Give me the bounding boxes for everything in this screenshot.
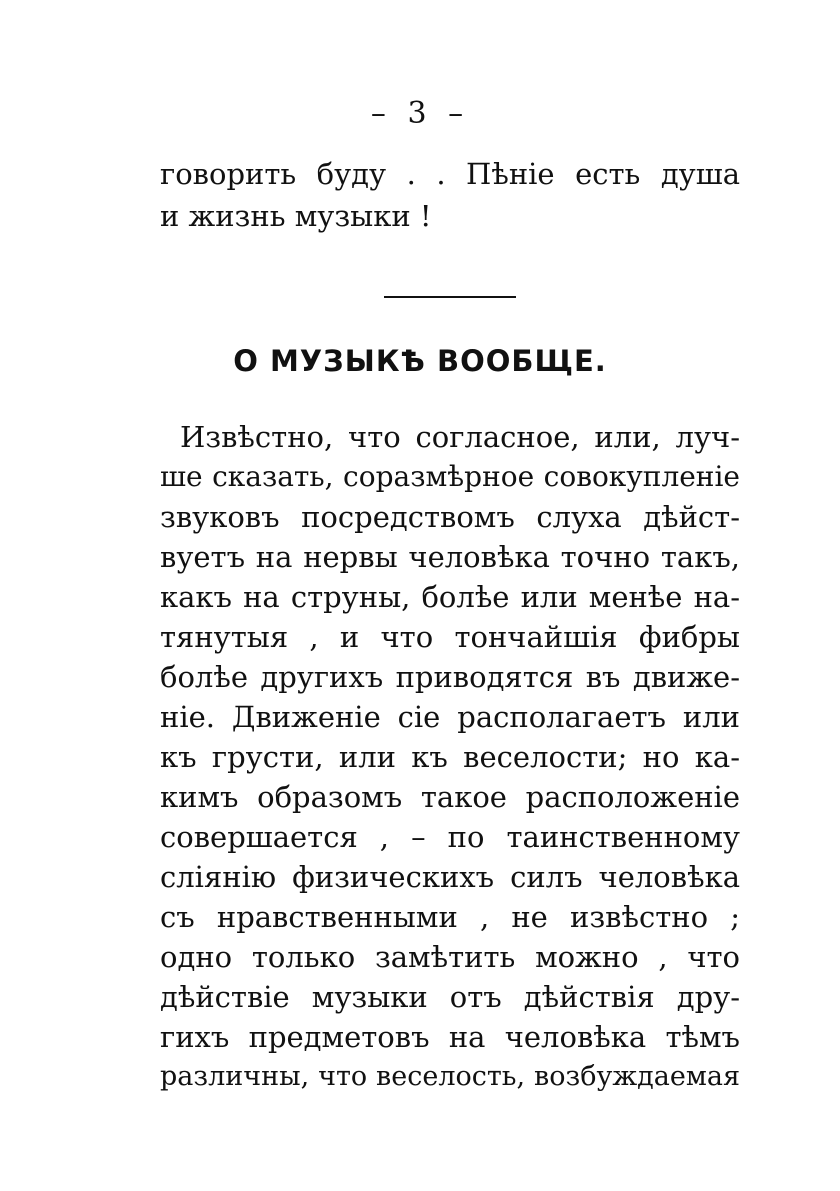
paragraph-line: различны, что веселость, возбуждаемая — [160, 1061, 740, 1092]
intro-line: и жизнь музыки ! — [160, 199, 432, 233]
paragraph-line: вуетъ на нервы человѣка точно такъ, — [160, 540, 740, 574]
paragraph-line: кимъ образомъ такое расположеніе — [160, 780, 740, 814]
paragraph-line: дѣйствіе музыки отъ дѣйствія дру- — [160, 980, 740, 1014]
paragraph-line: одно только замѣтить можно , что — [160, 940, 740, 974]
paragraph-line: съ нравственными , не извѣстно ; — [160, 900, 740, 934]
paragraph-line: сліянію физическихъ силъ человѣка — [160, 860, 740, 894]
paragraph-line: тянутыя , и что тончайшія фибры — [160, 620, 740, 654]
paragraph-line: гихъ предметовъ на человѣка тѣмъ — [160, 1020, 740, 1054]
paragraph-line: къ грусти, или къ веселости; но ка- — [160, 740, 740, 774]
paragraph-line: звуковъ посредствомъ слуха дѣйст- — [160, 500, 740, 534]
section-heading: О МУЗЫКѢ ВООБЩЕ. — [233, 344, 607, 378]
paragraph-line: ніе. Движеніе сіе располагаетъ или — [160, 700, 740, 734]
section-divider — [384, 296, 516, 298]
page-number: – 3 – — [370, 96, 470, 131]
intro-line: говорить буду . . Пѣніе есть душа — [160, 157, 740, 191]
paragraph-line: совершается , – по таинственному — [160, 820, 740, 854]
paragraph-line: ше сказать, соразмѣрное совокупленіе — [160, 460, 740, 493]
paragraph-line: какъ на струны, болѣе или менѣе на- — [160, 580, 740, 614]
paragraph-line: болѣе другихъ приводятся въ движе- — [160, 660, 740, 694]
paragraph-line: Извѣстно, что согласное, или, луч- — [180, 420, 740, 454]
